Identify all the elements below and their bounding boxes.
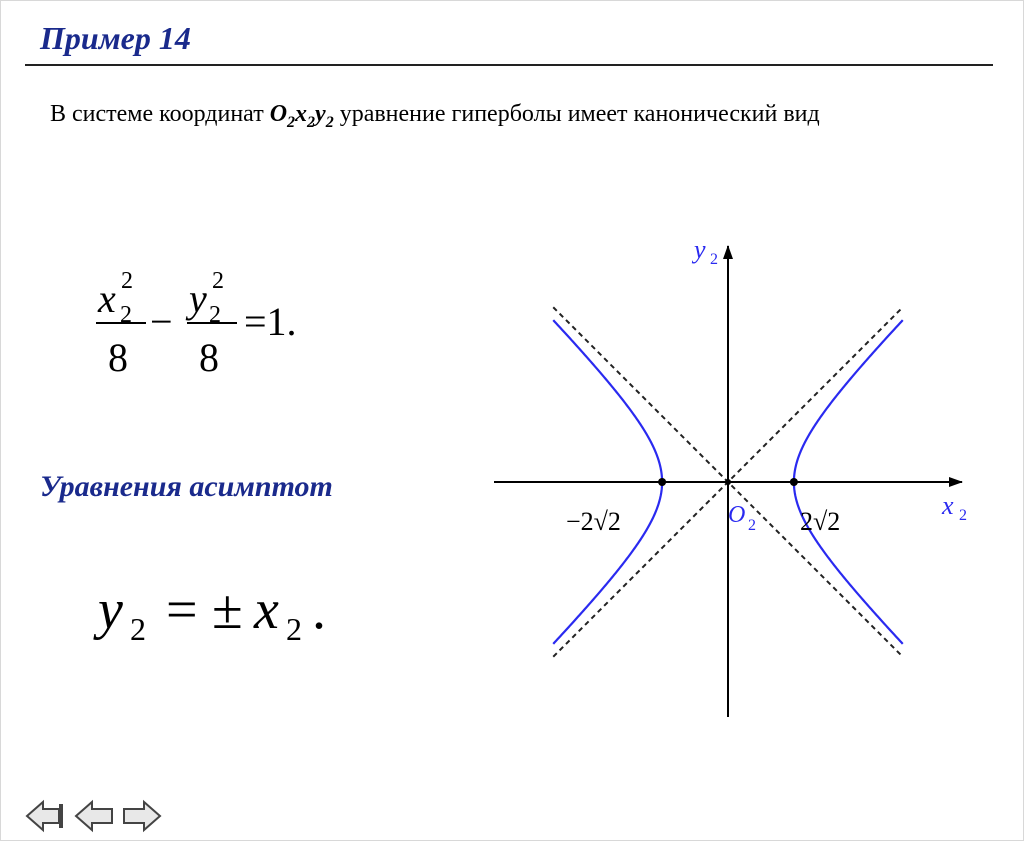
- eq-minus: −: [150, 299, 173, 344]
- vertex-point-left: [658, 478, 666, 486]
- previous-slide-arrow-icon[interactable]: [74, 798, 114, 834]
- slide-title: Пример 14: [40, 20, 191, 56]
- positive-vertex-label: 2√2: [800, 507, 841, 536]
- x-axis-label-sub: 2: [959, 507, 967, 524]
- origin-label-var: O: [728, 502, 746, 528]
- eq-den2: 8: [199, 335, 219, 380]
- asym-rhs-sub: 2: [286, 611, 302, 647]
- eq-num1-sup: 2: [121, 268, 133, 294]
- eq-num1-sub: 2: [120, 302, 132, 328]
- eq-num2-sup: 2: [212, 268, 224, 294]
- x-axis-label-var: x: [942, 491, 954, 520]
- negative-vertex-label: −2√2: [566, 507, 621, 536]
- eq-rhs: =1.: [244, 299, 297, 344]
- asym-lhs-var: y: [98, 579, 123, 641]
- asym-end: .: [312, 579, 326, 641]
- next-slide-arrow-icon[interactable]: [122, 798, 162, 834]
- coordinate-system-name: $O_2x_2y_2$: [269, 101, 334, 131]
- intro-suffix: уравнение гиперболы имеет канонический вид: [339, 101, 820, 127]
- first-slide-arrow-icon[interactable]: [25, 798, 65, 834]
- vertex-point-right: [790, 478, 798, 486]
- eq-den1: 8: [108, 335, 128, 380]
- origin-label-sub: 2: [748, 517, 756, 534]
- asym-lhs-sub: 2: [130, 611, 146, 647]
- eq-num2-sub: 2: [209, 302, 221, 328]
- asym-rhs-var: x: [254, 579, 279, 641]
- y-axis-label-sub: 2: [710, 251, 718, 268]
- asym-eq-sign: =: [166, 579, 198, 641]
- asym-pm-sign: ±: [212, 579, 243, 641]
- intro-prefix: В системе координат: [50, 101, 264, 127]
- eq-num2-var: y: [189, 276, 207, 321]
- y-axis-label-var: y: [694, 235, 706, 264]
- asymptotes-heading: Уравнения асимптот: [40, 470, 333, 503]
- eq-num1-var: x: [98, 276, 116, 321]
- origin-point: [725, 479, 731, 485]
